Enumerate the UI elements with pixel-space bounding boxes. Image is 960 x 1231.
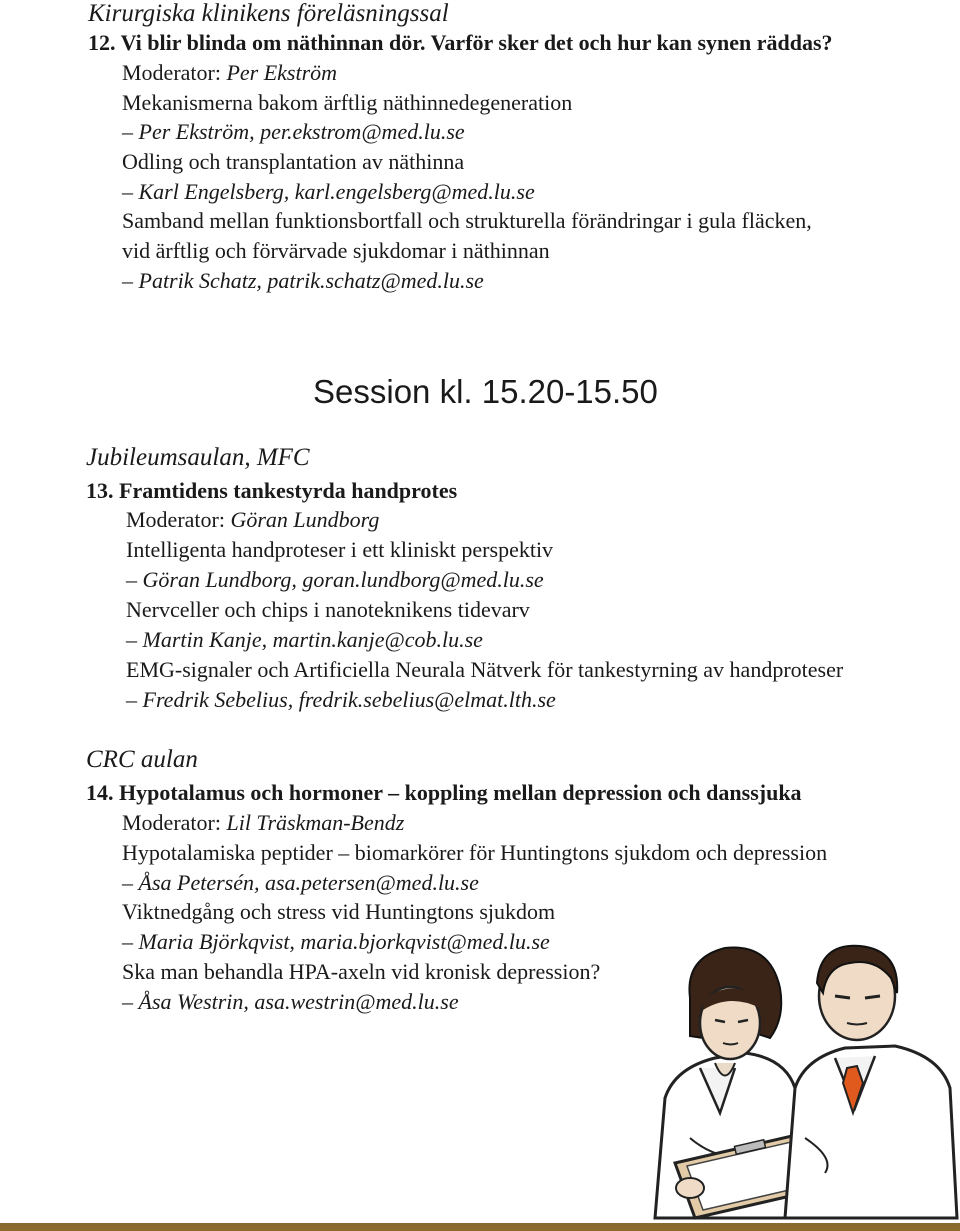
- talk-title: Odling och transplantation av näthinna: [122, 149, 465, 174]
- moderator-label: Moderator:: [122, 60, 227, 85]
- talk-title: EMG-signaler och Artificiella Neurala Nätverk för tankestyrning av handproteser: [126, 657, 844, 682]
- section2-moderator: [126, 506, 379, 534]
- talk-speaker: – Åsa Petersén, asa.petersen@med.lu.se: [122, 870, 479, 895]
- section2-title: 13. Framtidens tankestyrda handprotes: [86, 478, 458, 503]
- moderator-name: Per Ekström: [226, 60, 338, 85]
- moderator-name: Lil Träskman-Bendz: [226, 810, 405, 835]
- talk-speaker: – Åsa Westrin, asa.westrin@med.lu.se: [122, 989, 459, 1014]
- talk-title: Hypotalamiska peptider – biomarkörer för Huntingtons sjukdom och depression: [122, 840, 828, 865]
- talk-speaker: – Karl Engelsberg, karl.engelsberg@med.lu.se: [122, 179, 535, 204]
- talk-title: Nervceller och chips i nanoteknikens tidevarv: [126, 597, 530, 622]
- talk-speaker: – Martin Kanje, martin.kanje@cob.lu.se: [126, 627, 483, 652]
- talk-speaker: – Göran Lundborg, goran.lundborg@med.lu.se: [126, 567, 544, 592]
- footer-bar: [0, 1223, 960, 1231]
- moderator-name: Göran Lundborg: [230, 507, 380, 532]
- talk-title: Ska man behandla HPA-axeln vid kronisk depression?: [122, 959, 601, 984]
- moderator-label: Moderator:: [122, 810, 227, 835]
- session-heading: Session kl. 15.20-15.50: [313, 373, 658, 410]
- talk-title: Viktnedgång och stress vid Huntingtons sjukdom: [122, 899, 556, 924]
- doctors-with-clipboard-illustration: [595, 938, 960, 1223]
- moderator-label: Moderator:: [126, 507, 231, 532]
- section1-location: Kirurgiska klinikens föreläsningssal: [88, 0, 449, 27]
- talk-speaker: – Fredrik Sebelius, fredrik.sebelius@elmat.lth.se: [126, 687, 556, 712]
- talk-title: Intelligenta handproteser i ett kliniskt perspektiv: [126, 537, 554, 562]
- section3-moderator: [122, 809, 404, 837]
- talk-speaker: – Patrik Schatz, patrik.schatz@med.lu.se: [122, 268, 484, 293]
- male-doctor-icon: [785, 946, 957, 1218]
- section1-title: 12. Vi blir blinda om näthinnan dör. Varför sker det och hur kan synen räddas?: [88, 30, 833, 55]
- talk-speaker: – Maria Björkqvist, maria.bjorkqvist@med.lu.se: [122, 929, 550, 954]
- section1-moderator: [122, 59, 337, 87]
- section3-title: 14. Hypotalamus och hormoner – koppling mellan depression och danssjuka: [86, 780, 802, 805]
- section3-location: CRC aulan: [86, 746, 198, 773]
- talk-title: Mekanismerna bakom ärftlig näthinnedegeneration: [122, 90, 573, 115]
- talk-title: Samband mellan funktionsbortfall och strukturella förändringar i gula fläcken,: [122, 208, 812, 233]
- talk-speaker: – Per Ekström, per.ekstrom@med.lu.se: [122, 119, 465, 144]
- talk-title: vid ärftlig och förvärvade sjukdomar i näthinnan: [122, 238, 550, 263]
- section2-location: Jubileumsaulan, MFC: [86, 444, 310, 471]
